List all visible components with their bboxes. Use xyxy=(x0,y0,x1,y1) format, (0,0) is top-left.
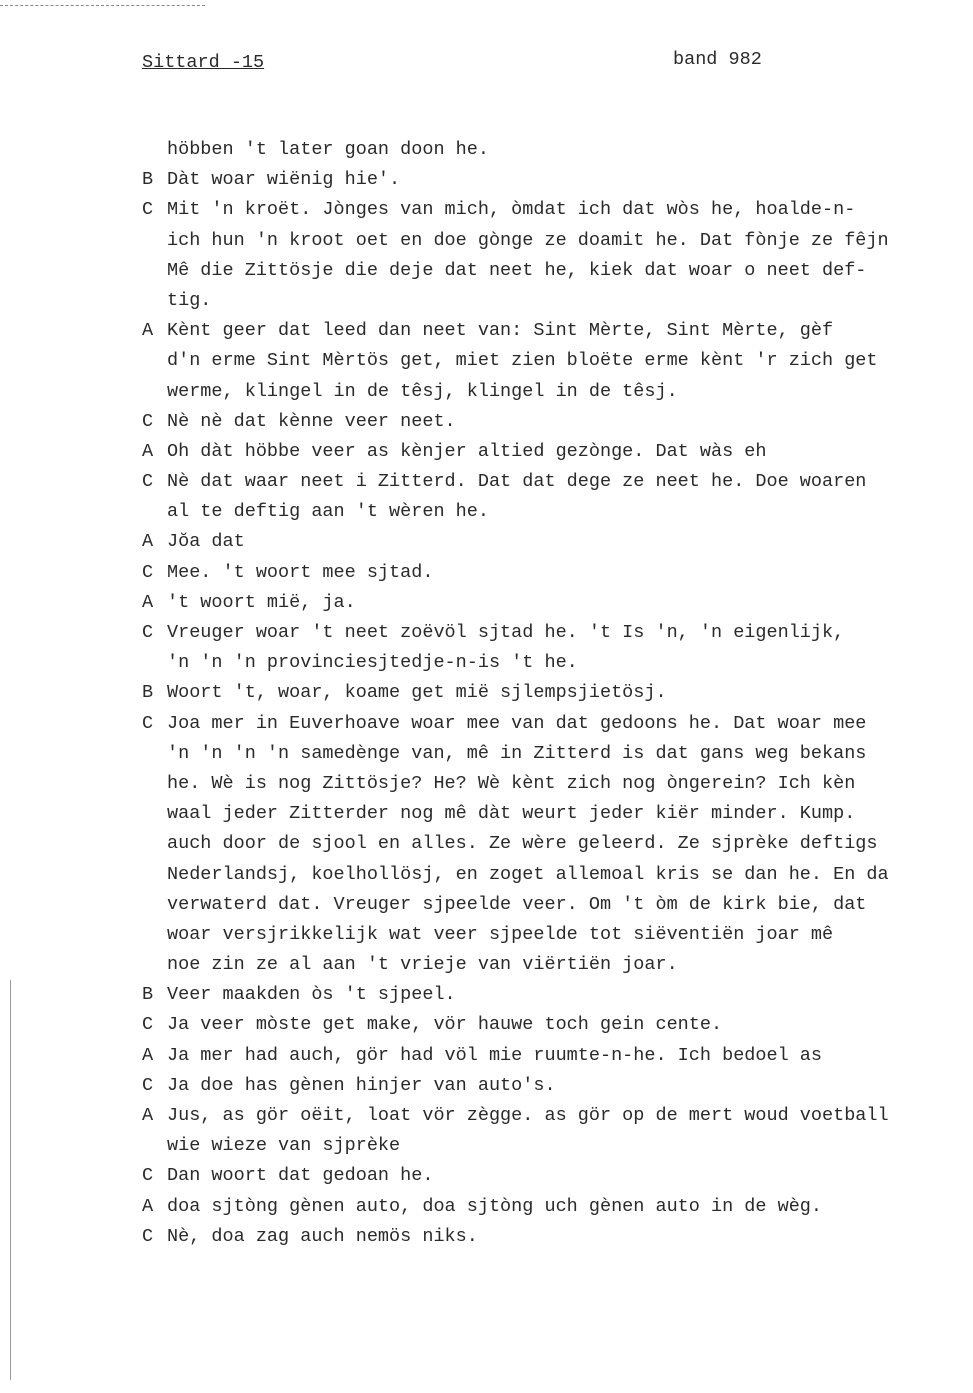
speaker-label: C xyxy=(142,1014,154,1036)
top-edge-line xyxy=(0,5,205,6)
speaker-label: A xyxy=(142,320,154,342)
transcript-line xyxy=(142,618,972,648)
speaker-label: C xyxy=(142,712,154,734)
speaker-label: C xyxy=(142,1165,154,1187)
utterance-text: al te deftig aan 't wèren he. xyxy=(167,501,489,523)
transcript-line xyxy=(142,860,972,890)
transcript-line xyxy=(142,1192,972,1222)
transcript-line xyxy=(142,1131,972,1161)
transcript-line xyxy=(142,1041,972,1071)
utterance-text: ich hun 'n kroot oet en doe gònge ze doamit he. Dat fònje ze fêjn xyxy=(167,229,889,251)
speaker-label: B xyxy=(142,984,154,1006)
utterance-text: verwaterd dat. Vreuger sjpeelde veer. Om 't òm de kirk bie, dat xyxy=(167,893,867,915)
utterance-text: 't woort mië, ja. xyxy=(167,591,356,613)
speaker-label: C xyxy=(142,561,154,583)
utterance-text: he. Wè is nog Zittösje? He? Wè kènt zich nog òngerein? Ich kèn xyxy=(167,772,856,794)
transcript-line xyxy=(142,135,972,165)
utterance-text: Nè nè dat kènne veer neet. xyxy=(167,410,456,432)
transcript-line xyxy=(142,678,972,708)
transcript-line xyxy=(142,1071,972,1101)
transcript-line xyxy=(142,467,972,497)
speaker-label: A xyxy=(142,531,154,553)
speaker-label: B xyxy=(142,682,154,704)
transcript-line xyxy=(142,920,972,950)
utterance-text: Mê die Zittösje die deje dat neet he, kiek dat woar o neet def- xyxy=(167,259,867,281)
transcript-line xyxy=(142,890,972,920)
utterance-text: Ja veer mòste get make, vör hauwe toch gein cente. xyxy=(167,1014,723,1036)
transcript-line xyxy=(142,769,972,799)
page-header-tape: band 982 xyxy=(673,49,762,70)
utterance-text: Jus, as gör oëit, loat vör zègge. as gör op de mert woud voetball xyxy=(167,1105,889,1126)
utterance-text: Kènt geer dat leed dan neet van: Sint Mèrte, Sint Mèrte, gèf xyxy=(167,320,834,342)
utterance-text: doa sjtòng gènen auto, doa sjtòng uch gènen auto in de wèg. xyxy=(167,1195,823,1217)
speaker-label: C xyxy=(142,1225,154,1247)
transcript-line xyxy=(142,829,972,859)
utterance-text: Nè dat waar neet i Zitterd. Dat dat dege ze neet he. Doe woaren xyxy=(167,471,867,493)
utterance-text: d'n erme Sint Mèrtös get, miet zien bloëte erme kènt 'r zich get xyxy=(167,350,878,372)
transcript-line xyxy=(142,1161,972,1191)
speaker-label: A xyxy=(142,1044,154,1066)
speaker-label: C xyxy=(142,199,154,221)
transcript-line xyxy=(142,1010,972,1040)
transcript-line xyxy=(142,226,972,256)
transcript-line xyxy=(142,437,972,467)
transcript-body xyxy=(142,135,972,1252)
transcript-line xyxy=(142,195,972,225)
utterance-text: woar versjrikkelijk wat veer sjpeelde tot siëventiën joar mê xyxy=(167,923,834,945)
utterance-text: noe zin ze al aan 't vrieje van viërtiën joar. xyxy=(167,954,678,976)
speaker-label: A xyxy=(142,591,154,613)
utterance-text: werme, klingel in de têsj, klingel in de têsj. xyxy=(167,380,678,402)
transcript-line xyxy=(142,558,972,588)
utterance-text: Jŏa dat xyxy=(167,531,245,553)
transcript-line xyxy=(142,165,972,195)
utterance-text: 'n 'n 'n provinciesjtedje-n-is 't he. xyxy=(167,652,578,674)
utterance-text: auch door de sjool en alles. Ze wère geleerd. Ze sjprèke deftigs xyxy=(167,833,878,855)
speaker-label: C xyxy=(142,1074,154,1096)
transcript-line xyxy=(142,316,972,346)
transcript-line xyxy=(142,346,972,376)
speaker-label: A xyxy=(142,1195,154,1217)
transcript-line xyxy=(142,256,972,286)
utterance-text: waal jeder Zitterder nog mê dàt weurt jeder kiër minder. Kump. xyxy=(167,803,856,825)
page-header-location: Sittard -15 xyxy=(142,52,265,73)
utterance-text: Dan woort dat gedoan he. xyxy=(167,1165,434,1187)
utterance-text: Ja doe has gènen hinjer van auto's. xyxy=(167,1074,556,1096)
speaker-label: A xyxy=(142,440,154,462)
transcript-line xyxy=(142,799,972,829)
utterance-text: Dàt woar wiënig hie'. xyxy=(167,169,401,191)
speaker-label: C xyxy=(142,471,154,493)
transcript-line xyxy=(142,1222,972,1252)
transcript-line xyxy=(142,709,972,739)
utterance-text: Nè, doa zag auch nemös niks. xyxy=(167,1225,478,1247)
utterance-text: höbben 't later goan doon he. xyxy=(167,139,489,160)
utterance-text: Veer maakden òs 't sjpeel. xyxy=(167,984,456,1006)
transcript-line xyxy=(142,950,972,980)
transcript-line xyxy=(142,588,972,618)
utterance-text: Ja mer had auch, gör had völ mie ruumte-n-he. Ich bedoel as xyxy=(167,1044,823,1066)
transcript-line xyxy=(142,497,972,527)
transcript-line xyxy=(142,1101,972,1131)
utterance-text: Oh dàt höbbe veer as kènjer altied gezònge. Dat wàs eh xyxy=(167,440,767,462)
speaker-label: B xyxy=(142,169,154,191)
margin-rule xyxy=(10,980,11,1380)
utterance-text: Mit 'n kroët. Jònges van mich, òmdat ich dat wòs he, hoalde-n- xyxy=(167,199,856,221)
utterance-text: Vreuger woar 't neet zoëvöl sjtad he. 't Is 'n, 'n eigenlijk, xyxy=(167,622,845,643)
utterance-text: 'n 'n 'n 'n samedènge van, mê in Zitterd is dat gans weg bekans xyxy=(167,742,867,764)
transcript-line xyxy=(142,739,972,769)
speaker-label: C xyxy=(142,622,154,643)
speaker-label: C xyxy=(142,410,154,432)
utterance-text: Nederlandsj, koelhollösj, en zoget allemoal kris se dan he. En da xyxy=(167,863,889,885)
utterance-text: Woort 't, woar, koame get mië sjlempsjietösj. xyxy=(167,682,667,704)
utterance-text: Joa mer in Euverhoave woar mee van dat gedoons he. Dat woar mee xyxy=(167,712,867,734)
transcript-line xyxy=(142,286,972,316)
transcript-line xyxy=(142,527,972,557)
transcript-line xyxy=(142,377,972,407)
transcript-line xyxy=(142,980,972,1010)
utterance-text: wie wieze van sjprèke xyxy=(167,1135,401,1157)
speaker-label: A xyxy=(142,1105,154,1126)
utterance-text: tig. xyxy=(167,289,212,311)
transcript-line xyxy=(142,648,972,678)
utterance-text: Mee. 't woort mee sjtad. xyxy=(167,561,434,583)
transcript-line xyxy=(142,407,972,437)
